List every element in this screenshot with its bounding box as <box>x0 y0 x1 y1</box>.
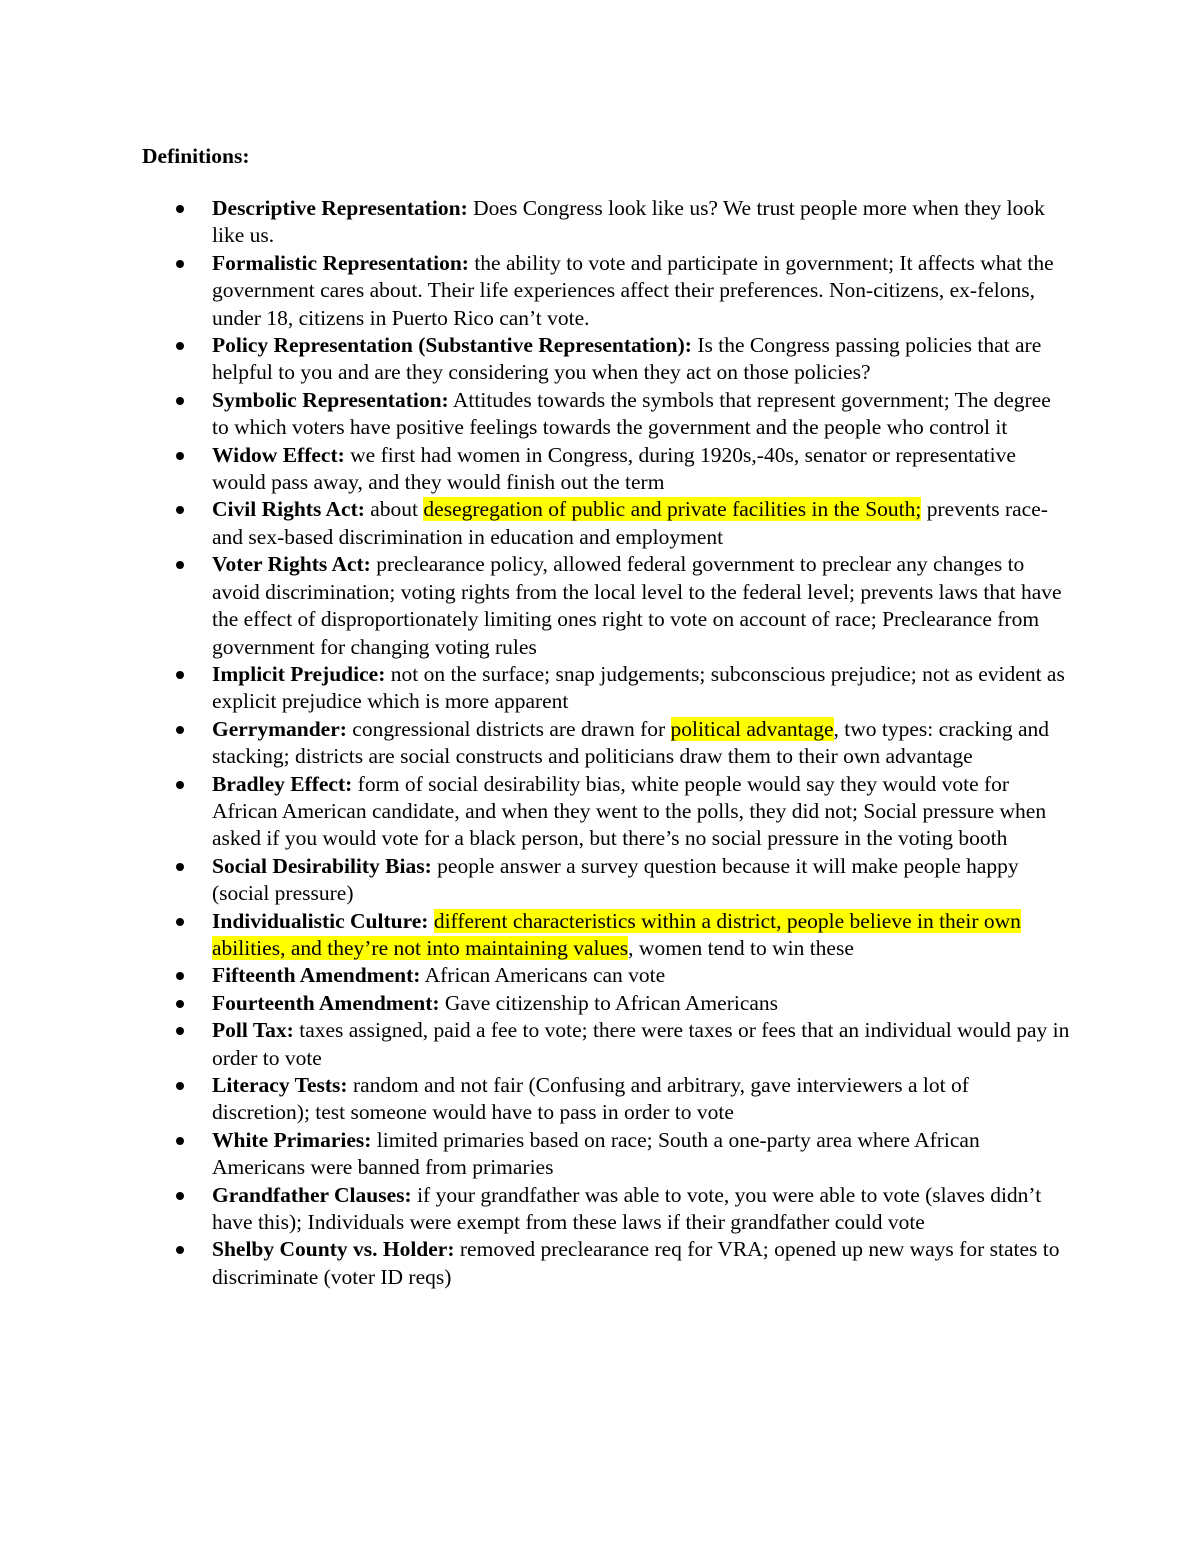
bullet-icon <box>176 1000 184 1008</box>
definition-term: Implicit Prejudice: <box>212 661 386 686</box>
definition-item <box>0 1236 1200 1291</box>
definitions-list <box>0 195 1200 1291</box>
highlighted-text: different characteristics within a district, people believe in their own abilities, and they’re not into maintaining values <box>212 908 1021 960</box>
bullet-icon <box>176 726 184 734</box>
definition-term: Gerrymander: <box>212 716 347 741</box>
definition-item <box>0 332 1200 387</box>
definition-term: Widow Effect: <box>212 442 345 467</box>
definition-text: not on the surface; snap judgements; subconscious prejudice; not as evident as explicit prejudice which is more apparent <box>212 661 1065 714</box>
definition-item <box>0 1017 1200 1072</box>
definition-text: , two types: cracking and stacking; districts are social constructs and politicians draw them to their own advantage <box>212 716 1050 769</box>
bullet-icon <box>176 781 184 789</box>
definition-text: Gave citizenship to African Americans <box>439 990 779 1015</box>
definition-term: Bradley Effect: <box>212 771 353 796</box>
definition-term: Shelby County vs. Holder: <box>212 1237 455 1262</box>
definition-text: removed preclearance req for VRA; opened up new ways for states to discriminate (voter ID reqs) <box>212 1237 1060 1289</box>
definition-term: White Primaries: <box>212 1127 372 1152</box>
bullet-icon <box>176 397 184 405</box>
definition-text: random and not fair (Confusing and arbitrary, gave interviewers a lot of discretion); test someone would have to pass in order to vote <box>212 1073 969 1125</box>
bullet-icon <box>176 506 184 514</box>
definition-item <box>0 962 1200 989</box>
definition-term: Literacy Tests: <box>212 1073 348 1097</box>
definition-term: Social Desirability Bias: <box>212 853 432 878</box>
definition-item <box>0 716 1200 771</box>
page-heading: Definitions: <box>142 144 250 168</box>
definition-item <box>0 661 1200 716</box>
definition-item <box>0 387 1200 442</box>
highlighted-text: political advantage <box>670 716 834 741</box>
bullet-icon <box>176 863 184 871</box>
definition-text: congressional districts are drawn for <box>346 716 671 741</box>
bullet-icon <box>176 1192 184 1200</box>
definition-term: Grandfather Clauses: <box>212 1182 412 1207</box>
definition-text: , women tend to win these <box>628 935 854 960</box>
definition-text: Is the Congress passing policies that are helpful to you and are they considering you when they act on those policies? <box>212 333 1042 385</box>
definition-term: Symbolic Representation: <box>212 387 449 412</box>
definition-term: Civil Rights Act: <box>212 497 365 522</box>
bullet-icon <box>176 918 184 926</box>
bullet-icon <box>176 1246 184 1254</box>
definition-text: taxes assigned, paid a fee to vote; there were taxes or fees that an individual would pay in order to vote <box>212 1018 1070 1070</box>
definition-item <box>0 1072 1200 1127</box>
definition-term: Individualistic Culture: <box>212 908 429 933</box>
definition-item <box>0 496 1200 551</box>
bullet-icon <box>176 1137 184 1145</box>
definition-item <box>0 853 1200 908</box>
bullet-icon <box>176 260 184 268</box>
bullet-icon <box>176 342 184 350</box>
definition-item <box>0 551 1200 661</box>
bullet-icon <box>176 972 184 980</box>
definition-term: Poll Tax: <box>212 1018 294 1043</box>
definition-text: Attitudes towards the symbols that represent government; The degree to which voters have positive feelings towards the government and the people who control it <box>212 387 1051 440</box>
definition-term: Descriptive Representation: <box>212 196 468 220</box>
definition-term: Voter Rights Act: <box>212 552 371 577</box>
definition-text: people answer a survey question because it will make people happy (social pressure) <box>212 853 1019 906</box>
definition-item <box>0 771 1200 853</box>
definition-item <box>0 990 1200 1017</box>
definition-text: limited primaries based on race; South a one-party area where African Americans were banned from primaries <box>212 1127 980 1180</box>
definition-text: the ability to vote and participate in government; It affects what the government cares about. Their life experiences affect their preferences. Non-citizens, ex-felons, under 18, citizens in Puerto Rico can’t vote. <box>212 250 1054 330</box>
definition-text: we first had women in Congress, during 1920s,-40s, senator or representative would pass away, and they would finish out the term <box>212 442 1016 495</box>
definition-item <box>0 908 1200 963</box>
bullet-icon <box>176 671 184 679</box>
definition-text: African Americans can vote <box>420 963 666 988</box>
bullet-icon <box>176 1082 184 1090</box>
bullet-icon <box>176 205 184 213</box>
definition-text: about <box>364 497 424 522</box>
bullet-icon <box>176 452 184 460</box>
definition-item <box>0 442 1200 497</box>
definition-term: Formalistic Representation: <box>212 250 469 275</box>
bullet-icon <box>176 561 184 569</box>
bullet-icon <box>176 1027 184 1035</box>
definition-term: Policy Representation (Substantive Representation): <box>212 333 692 358</box>
highlighted-text: desegregation of public and private facilities in the South; <box>423 497 922 522</box>
definition-text: form of social desirability bias, white people would say they would vote for African American candidate, and when they went to the polls, they did not; Social pressure when asked if you would vote for a black person, but there’s no social pressure in the voting booth <box>212 771 1047 851</box>
definition-item <box>0 250 1200 332</box>
definition-item <box>0 1182 1200 1237</box>
definition-item <box>0 195 1200 250</box>
definition-item <box>0 1127 1200 1182</box>
definition-text: if your grandfather was able to vote, you were able to vote (slaves didn’t have this); Individuals were exempt from these laws if their grandfather could vote <box>212 1182 1042 1235</box>
definition-term: Fifteenth Amendment: <box>212 963 421 988</box>
definition-text: Does Congress look like us? We trust people more when they look like us. <box>212 196 1045 248</box>
definition-term: Fourteenth Amendment: <box>212 990 440 1015</box>
definition-text: prevents race- and sex-based discrimination in education and employment <box>212 497 1048 549</box>
definition-text: preclearance policy, allowed federal government to preclear any changes to avoid discrimination; voting rights from the local level to the federal level; prevents laws that have the effect of disproportionately limiting ones right to vote on account of race; Preclearance from government for changing voting rules <box>212 552 1062 659</box>
